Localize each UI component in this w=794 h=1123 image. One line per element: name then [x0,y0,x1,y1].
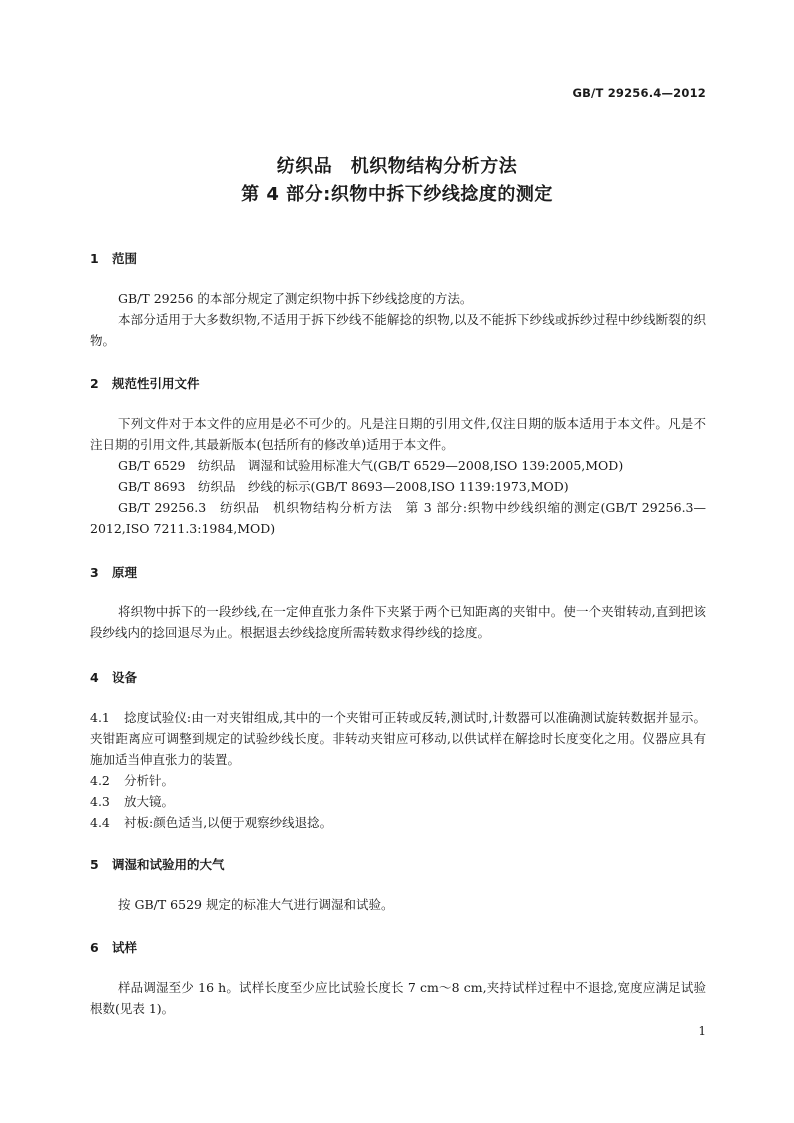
document-title-line1: 纺织品 机织物结构分析方法 [276,156,518,177]
scope-paragraph-2: 本部分适用于大多数织物,不适用于拆下纱线不能解捻的织物,以及不能拆下纱线或拆纱过程中纱线断裂的织物。 [90,312,706,348]
section-number: 3 [90,565,99,580]
equipment-item [90,707,706,770]
equipment-item [90,791,706,812]
item-number: 4.4 [90,815,110,830]
item-number: 4.1 [90,710,110,725]
atmosphere-paragraph: 按 GB/T 6529 规定的标准大气进行调湿和试验。 [118,897,394,912]
principle-paragraph: 将织物中拆下的一段纱线,在一定伸直张力条件下夹紧于两个已知距离的夹钳中。使一个夹钳转动,直到把该段纱线内的捻回退尽为止。根据退去纱线捻度所需转数求得纱线的捻度。 [90,604,706,640]
reference-item: GB/T 6529 纺织品 调湿和试验用标准大气(GB/T 6529—2008,ISO 139:2005,MOD) [118,458,624,473]
item-text: 衬板:颜色适当,以便于观察纱线退捻。 [124,815,333,830]
references-intro-paragraph: 下列文件对于本文件的应用是必不可少的。凡是注日期的引用文件,仅注日期的版本适用于本文件。凡是不注日期的引用文件,其最新版本(包括所有的修改单)适用于本文件。 [90,416,706,452]
item-number: 4.3 [90,794,110,809]
item-text: 捻度试验仪:由一对夹钳组成,其中的一个夹钳可正转或反转,测试时,计数器可以准确测试旋转数据并显示。夹钳距离应可调整到规定的试验纱线长度。非转动夹钳应可移动,以供试样在解捻时长度变化之用。仪器应具有施加适当伸直张力的装置。 [90,710,706,767]
section-number: 2 [90,376,99,391]
scope-paragraph-1: GB/T 29256 的本部分规定了测定织物中拆下纱线捻度的方法。 [118,291,473,306]
section-5-heading [90,855,225,873]
section-1-heading [90,249,137,267]
section-title: 试样 [112,940,138,955]
section-3-heading [90,563,137,581]
section-number: 4 [90,670,99,685]
reference-item: GB/T 29256.3 纺织品 机织物结构分析方法 第 3 部分:织物中纱线织缩的测定(GB/T 29256.3—2012,ISO 7211.3:1984,MOD) [90,500,706,536]
page-number: 1 [698,1024,706,1038]
specimen-paragraph: 样品调湿至少 16 h。试样长度至少应比试验长度长 7 cm～8 cm,夹持试样过程中不退捻,宽度应满足试验根数(见表 1)。 [90,980,706,1016]
section-title: 设备 [112,670,138,685]
standard-number: GB/T 29256.4—2012 [572,86,706,100]
section-4-heading [90,668,137,686]
item-number: 4.2 [90,773,110,788]
section-number: 5 [90,857,99,872]
equipment-item [90,770,706,791]
section-number: 6 [90,940,99,955]
section-2-heading [90,374,200,392]
item-text: 分析针。 [124,773,175,788]
section-title: 调湿和试验用的大气 [112,857,225,872]
section-title: 规范性引用文件 [112,376,200,391]
section-title: 原理 [112,565,138,580]
reference-item: GB/T 8693 纺织品 纱线的标示(GB/T 8693—2008,ISO 1139:1973,MOD) [118,479,569,494]
equipment-item [90,812,706,833]
item-text: 放大镜。 [124,794,175,809]
section-title: 范围 [112,251,138,266]
document-title-line2: 第 4 部分:织物中拆下纱线捻度的测定 [241,184,553,205]
section-6-heading [90,938,137,956]
section-number: 1 [90,251,99,266]
